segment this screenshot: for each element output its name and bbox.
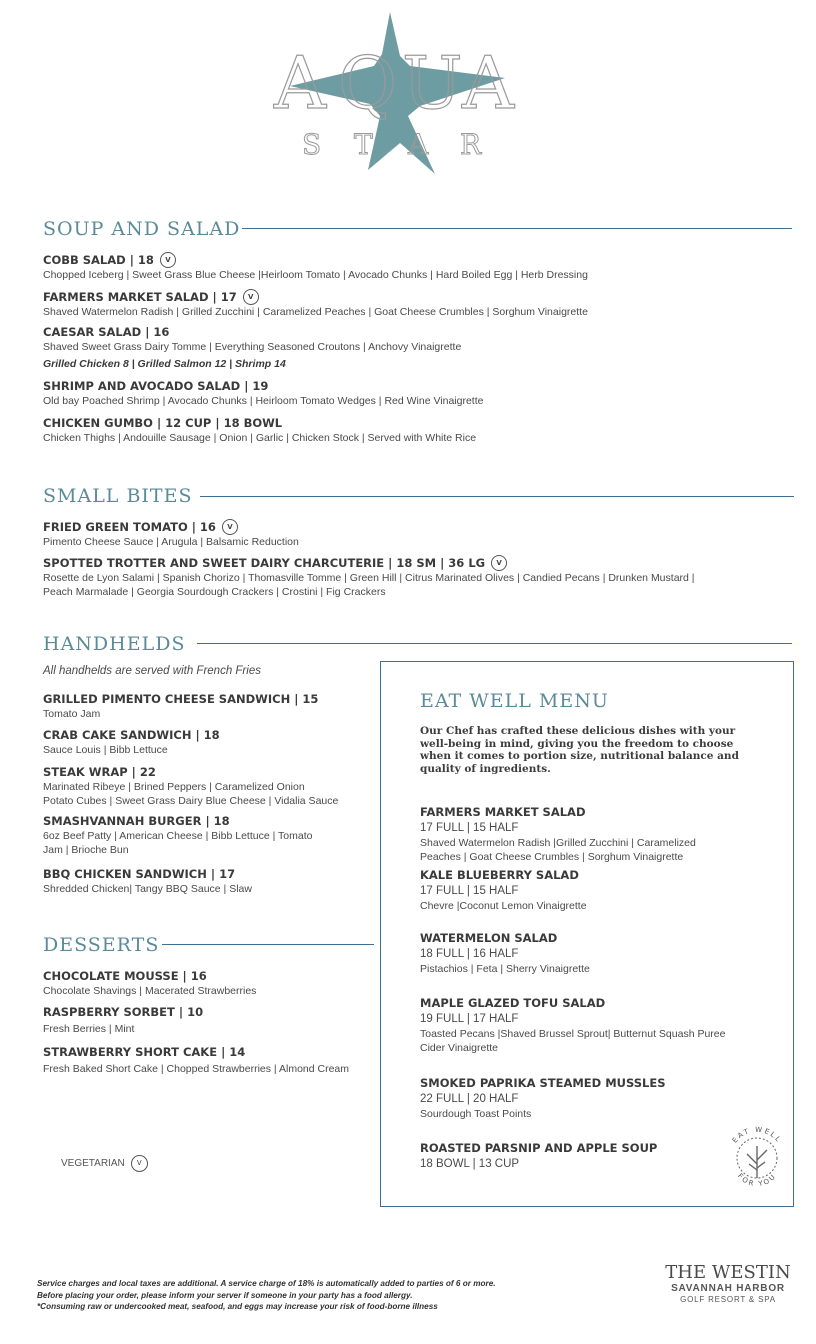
vegetarian-icon: V: [222, 519, 238, 535]
vegetarian-key-label: VEGETARIAN: [61, 1158, 125, 1169]
menu-item: [43, 814, 373, 857]
item-description: Sourdough Toast Points: [420, 1108, 532, 1120]
menu-item: [43, 765, 373, 808]
item-description: Sauce Louis | Bibb Lettuce: [43, 744, 168, 756]
brand-name: THE WESTIN: [665, 1262, 791, 1283]
item-description: Toasted Pecans |Shaved Brussel Sprout| Butternut Squash Puree: [420, 1028, 726, 1040]
item-name: WATERMELON SALAD: [420, 931, 558, 945]
eat-well-item: [420, 868, 760, 913]
item-name: CRAB CAKE SANDWICH | 18: [43, 728, 220, 742]
item-description: Pimento Cheese Sauce | Arugula | Balsamic Reduction: [43, 536, 299, 548]
item-description: Chopped Iceberg | Sweet Grass Blue Cheese |Heirloom Tomato | Avocado Chunks | Hard Boiled Egg | Herb Dressing: [43, 269, 588, 281]
item-name: STRAWBERRY SHORT CAKE | 14: [43, 1045, 246, 1059]
item-description: Shaved Watermelon Radish | Grilled Zucchini | Caramelized Peaches | Goat Cheese Crumbles | Sorghum Vinaigrette: [43, 306, 588, 318]
brand-subtitle: SAVANNAH HARBOR: [671, 1283, 785, 1294]
section-title-desserts: DESSERTS: [43, 934, 160, 956]
item-description: Shaved Sweet Grass Dairy Tomme | Everything Seasoned Croutons | Anchovy Vinaigrette: [43, 341, 462, 353]
item-name: ROASTED PARSNIP AND APPLE SOUP: [420, 1141, 658, 1155]
vegetarian-key: [61, 1155, 148, 1172]
item-description: Chevre |Coconut Lemon Vinaigrette: [420, 900, 587, 912]
eat-well-item: [420, 1076, 760, 1121]
menu-item: [43, 325, 763, 370]
vegetarian-icon: V: [243, 289, 259, 305]
handhelds-note: All handhelds are served with French Fries: [43, 665, 261, 677]
menu-item: [43, 728, 373, 757]
logo-letter-a1: A: [274, 41, 326, 125]
item-name: STEAK WRAP | 22: [43, 765, 156, 779]
item-description: Marinated Ribeye | Brined Peppers | Caramelized Onion: [43, 781, 305, 793]
item-price: 19 FULL | 17 HALF: [420, 1013, 519, 1025]
eat-well-badge-icon: [721, 1122, 793, 1194]
eat-well-item: [420, 805, 760, 864]
item-name: SMASHVANNAH BURGER | 18: [43, 814, 230, 828]
item-name: SMOKED PAPRIKA STEAMED MUSSLES: [420, 1076, 666, 1090]
eat-well-intro: Our Chef has crafted these delicious dishes with your well-being in mind, giving you the freedom to choose when it comes to portion size, nutritional balance and quality of ingredients.: [420, 725, 739, 775]
item-description: Fresh Baked Short Cake | Chopped Strawberries | Almond Cream: [43, 1063, 350, 1075]
item-name: CHICKEN GUMBO | 12 CUP | 18 BOWL: [43, 416, 283, 430]
menu-item: [43, 555, 763, 599]
vegetarian-icon: V: [131, 1155, 148, 1172]
item-name: GRILLED PIMENTO CHEESE SANDWICH | 15: [43, 692, 319, 706]
item-description: Cider Vinaigrette: [420, 1042, 499, 1054]
item-description: Chicken Thighs | Andouille Sausage | Onion | Garlic | Chicken Stock | Served with White Rice: [43, 432, 477, 444]
item-description: Rosette de Lyon Salami | Spanish Chorizo | Thomasville Tomme | Green Hill | Citrus Marinated Olives | Candied Pecans | Drunken Mustard |: [43, 572, 695, 584]
eat-well-item: [420, 931, 760, 976]
item-name: MAPLE GLAZED TOFU SALAD: [420, 996, 606, 1010]
item-price: 18 BOWL | 13 CUP: [420, 1158, 520, 1170]
logo-letter-u: U: [402, 41, 463, 125]
logo-letter-a3: A: [408, 128, 429, 161]
item-name: SPOTTED TROTTER AND SWEET DAIRY CHARCUTERIE | 18 SM | 36 LG: [43, 555, 486, 570]
logo-letter-q: Q: [338, 41, 398, 125]
item-addons: Grilled Chicken 8 | Grilled Salmon 12 | Shrimp 14: [43, 358, 286, 370]
footer-line: *Consuming raw or undercooked meat, seafood, and eggs may increase your risk of food-borne illness: [37, 1302, 438, 1311]
item-name: FARMERS MARKET SALAD | 17: [43, 289, 237, 304]
menu-item: [43, 1045, 373, 1076]
menu-item: [43, 969, 373, 998]
item-name: SHRIMP AND AVOCADO SALAD | 19: [43, 379, 269, 393]
badge-text-top: EAT WELL: [730, 1125, 784, 1145]
item-name: BBQ CHICKEN SANDWICH | 17: [43, 867, 236, 881]
eat-well-menu-box: [380, 661, 794, 1207]
westin-logo: [658, 1262, 798, 1305]
menu-item: [43, 379, 763, 408]
footer-line: Service charges and local taxes are additional. A service charge of 18% is automatically added to parties of 6 or more.: [37, 1279, 496, 1288]
menu-item: [43, 289, 763, 319]
section-rule: [242, 228, 792, 229]
section-rule: [197, 643, 792, 644]
item-description: Jam | Brioche Bun: [43, 844, 129, 856]
item-description: Peaches | Goat Cheese Crumbles | Sorghum Vinaigrette: [420, 851, 684, 863]
badge-text-bottom: FOR YOU: [735, 1172, 779, 1189]
item-description: Potato Cubes | Sweet Grass Dairy Blue Cheese | Vidalia Sauce: [43, 795, 339, 807]
menu-item: [43, 692, 373, 721]
menu-item: [43, 867, 373, 896]
eat-well-item: [420, 996, 760, 1055]
item-name: KALE BLUEBERRY SALAD: [420, 868, 579, 882]
menu-item: [43, 416, 763, 445]
item-name: COBB SALAD | 18: [43, 252, 154, 267]
vegetarian-icon: V: [160, 252, 176, 268]
brand-subtitle-2: GOLF RESORT & SPA: [680, 1295, 776, 1304]
item-price: 17 FULL | 15 HALF: [420, 885, 519, 897]
menu-item: [43, 519, 763, 549]
logo-letter-a2: A: [462, 41, 514, 125]
footer-disclaimer: [37, 1278, 597, 1313]
section-title-small-bites: SMALL BITES: [43, 485, 193, 507]
item-description: Fresh Berries | Mint: [43, 1023, 135, 1035]
item-description: Old bay Poached Shrimp | Avocado Chunks | Heirloom Tomato Wedges | Red Wine Vinaigrette: [43, 395, 484, 407]
aqua-star-logo: [270, 8, 520, 178]
logo-letter-s: S: [302, 128, 322, 161]
eat-well-title: EAT WELL MENU: [420, 690, 609, 712]
item-name: CHOCOLATE MOUSSE | 16: [43, 969, 207, 983]
vegetarian-icon: V: [491, 555, 507, 571]
menu-item: [43, 252, 763, 282]
section-rule: [162, 944, 374, 945]
section-rule: [200, 496, 794, 497]
item-name: CAESAR SALAD | 16: [43, 325, 170, 339]
item-price: 18 FULL | 16 HALF: [420, 948, 519, 960]
section-title-handhelds: HANDHELDS: [43, 633, 186, 655]
logo-letter-r: R: [460, 128, 482, 161]
logo-letter-t: T: [354, 128, 373, 161]
item-description: Chocolate Shavings | Macerated Strawberries: [43, 985, 257, 997]
item-price: 22 FULL | 20 HALF: [420, 1093, 519, 1105]
item-price: 17 FULL | 15 HALF: [420, 822, 519, 834]
item-description: Peach Marmalade | Georgia Sourdough Crackers | Crostini | Fig Crackers: [43, 586, 386, 598]
item-description: Shaved Watermelon Radish |Grilled Zucchini | Caramelized: [420, 837, 696, 849]
eat-well-item: [420, 1141, 760, 1172]
menu-item: [43, 1005, 373, 1036]
item-description: Tomato Jam: [43, 708, 101, 720]
item-description: Pistachios | Feta | Sherry Vinaigrette: [420, 963, 590, 975]
item-description: Shredded Chicken| Tangy BBQ Sauce | Slaw: [43, 883, 252, 895]
item-name: FARMERS MARKET SALAD: [420, 805, 586, 819]
section-title-soup-salad: SOUP AND SALAD: [43, 218, 241, 240]
item-name: FRIED GREEN TOMATO | 16: [43, 519, 216, 534]
item-name: RASPBERRY SORBET | 10: [43, 1005, 204, 1019]
svg-text:EAT WELL: [731, 1126, 783, 1145]
item-description: 6oz Beef Patty | American Cheese | Bibb Lettuce | Tomato: [43, 830, 313, 842]
footer-line: Before placing your order, please inform your server if someone in your party has a food allergy.: [37, 1290, 413, 1300]
